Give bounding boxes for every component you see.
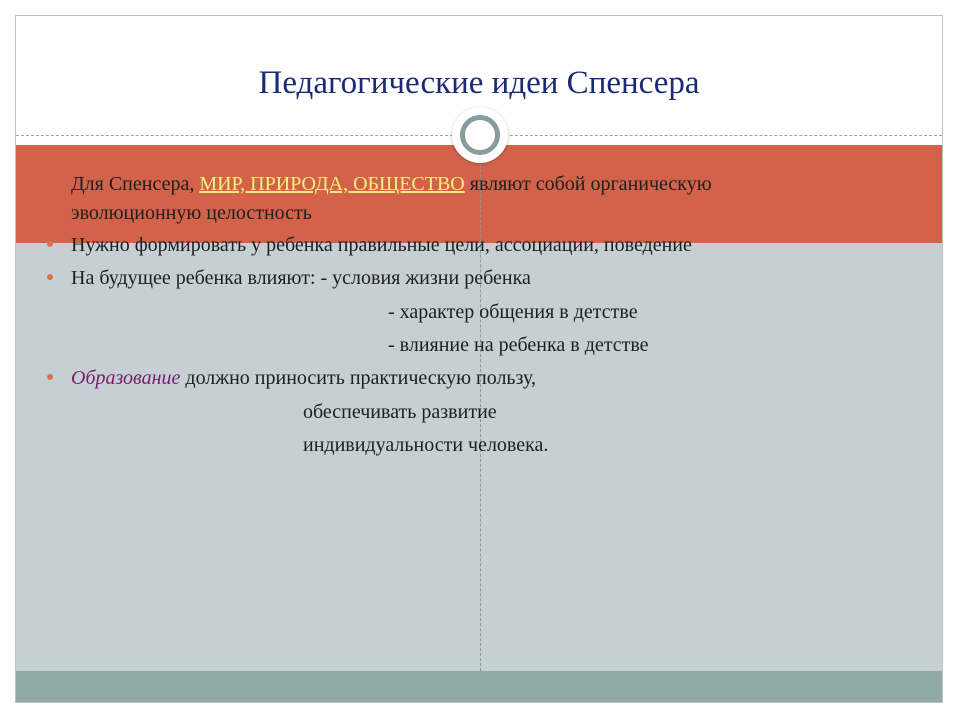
bullet-2: На будущее ребенка влияют: - условия жизни ребенка — [71, 267, 531, 289]
bullet-dot-icon — [47, 241, 53, 247]
page-title: Педагогические идеи Спенсера — [258, 65, 700, 101]
bullet-3-lead: Образование — [71, 367, 181, 389]
bullet-1: Нужно формировать у ребенка правильные цели, ассоциации, поведение — [71, 234, 692, 256]
bullet-3-sub-2: индивидуальности человека. — [303, 434, 549, 456]
intro-prefix: Для Спенсера, — [71, 173, 200, 195]
bullet-3-text: должно приносить практическую пользу, — [180, 367, 537, 389]
slide — [15, 15, 943, 703]
intro-suffix: являют собой органическую — [464, 173, 712, 195]
bullet-2-sub-1: - характер общения в детстве — [388, 301, 638, 323]
bullet-dot-icon — [47, 374, 53, 380]
bullet-2-sub-2: - влияние на ребенка в детстве — [388, 334, 649, 356]
intro-highlight: МИР, ПРИРОДА, ОБЩЕСТВО — [199, 173, 465, 195]
intro-line-2: эволюционную целостность — [71, 202, 312, 224]
bullet-3-sub-1: обеспечивать развитие — [303, 401, 497, 423]
bullet-3 — [71, 362, 536, 394]
intro-line-1 — [71, 168, 712, 200]
slide-content — [16, 16, 942, 702]
bullet-dot-icon — [47, 274, 53, 280]
